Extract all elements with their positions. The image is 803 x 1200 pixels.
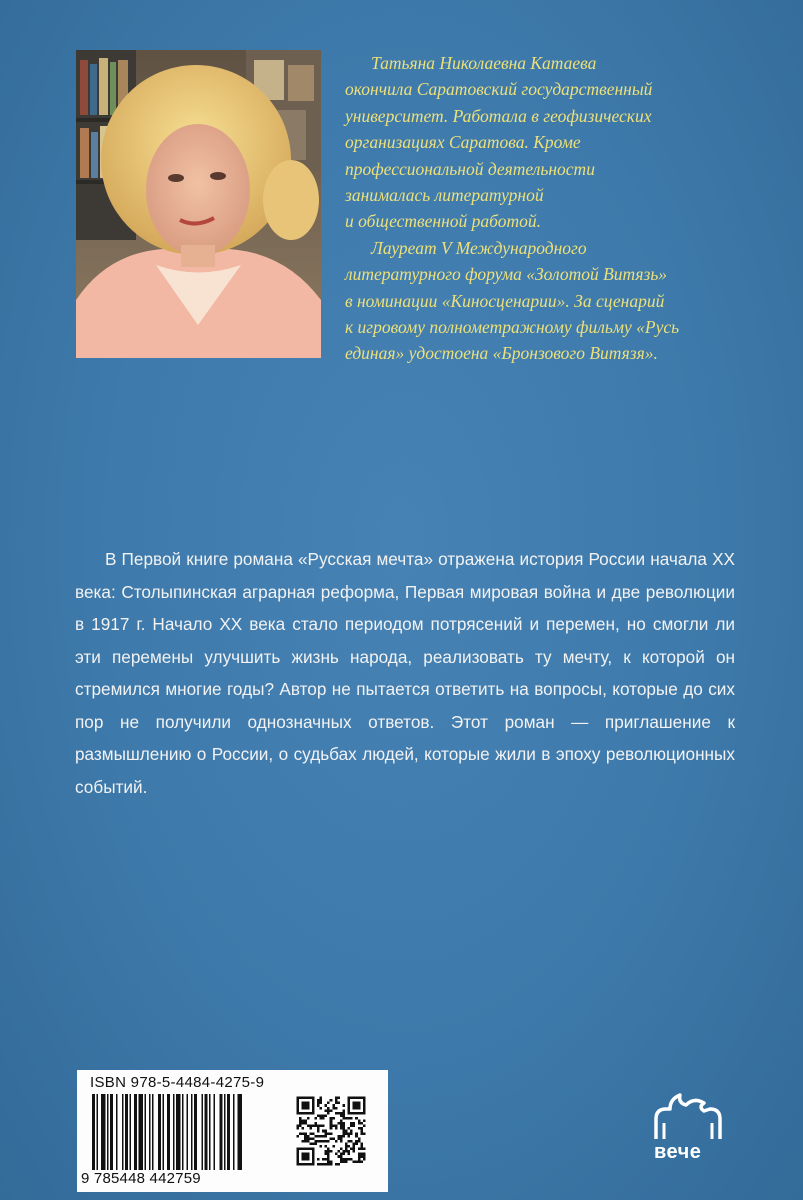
bio-line: к игровому полнометражному фильму «Русь: [345, 317, 680, 338]
bio-line: единая» удостоена «Бронзового Витязя».: [345, 343, 658, 364]
isbn-block: [77, 1070, 388, 1192]
bio-paragraph-1: [345, 50, 745, 235]
bio-line: Татьяна Николаевна Катаева: [371, 53, 597, 73]
barcode: [92, 1094, 284, 1170]
bio-line: профессиональной деятельности: [345, 158, 595, 179]
publisher-logo-text: вече: [654, 1141, 702, 1163]
barcode-number: 9 785448 442759: [81, 1170, 201, 1187]
isbn-label: ISBN 978-5-4484-4275-9: [90, 1074, 265, 1091]
bio-line: организациях Саратова. Кроме: [345, 132, 581, 153]
qr-code: [294, 1094, 368, 1168]
bio-line: Лауреат V Международного: [371, 237, 587, 258]
book-summary: [75, 543, 735, 803]
bio-line: литературного форума «Золотой Витязь»: [345, 264, 668, 285]
bio-line: занималась литературной: [345, 185, 544, 206]
bio-line: и общественной работой.: [345, 211, 541, 232]
bio-line: окончила Саратовский государственный: [345, 79, 653, 100]
bio-line: университет. Работала в геофизических: [345, 105, 652, 126]
bio-line: в номинации «Киносценарии». За сценарий: [345, 290, 665, 311]
publisher-logo-icon: [648, 1093, 728, 1143]
author-photo: [76, 50, 321, 358]
author-bio: [345, 50, 745, 367]
summary-paragraph: В Первой книге романа «Русская мечта» отражена история России начала XX века: Столыпинская аграрная реформа, Первая мировая война и две революции в 1917 г. Начало XX века стало периодом потрясений и перемен, но смогли ли эти перемены улучшить жизнь народа, реализовать ту мечту, к которой он стремился многие годы? Автор не пытается ответить на вопросы, которые до сих пор не получили однозначных ответов. Этот роман — приглашение к размышлению о России, о судьбах людей, которые жили в эпоху революционных событий.: [75, 549, 735, 797]
bio-paragraph-2: [345, 235, 745, 367]
